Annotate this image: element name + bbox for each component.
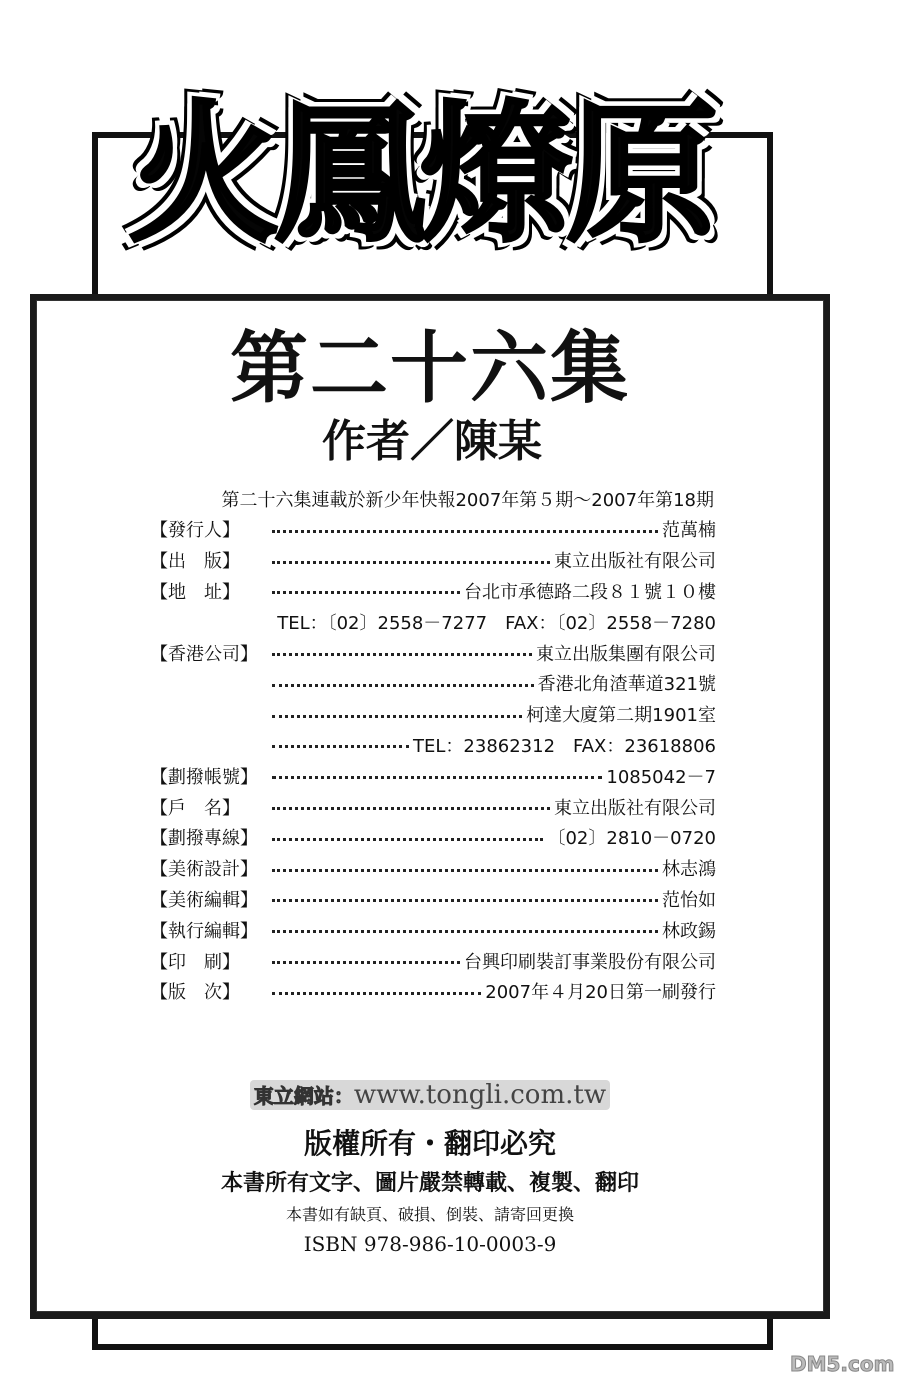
volume-number: 第二十六集 bbox=[229, 323, 630, 414]
credit-value: 東立出版集團有限公司 bbox=[536, 643, 716, 665]
credits-list bbox=[150, 514, 716, 1007]
credit-label: 【版 次】 bbox=[150, 982, 240, 1004]
credit-value: 東立出版社有限公司 bbox=[554, 551, 716, 573]
leader-dots bbox=[272, 992, 481, 995]
hongkong-line bbox=[150, 730, 716, 761]
credit-label: 【劃撥帳號】 bbox=[150, 766, 258, 788]
leader-dots bbox=[272, 930, 658, 933]
credit-value: 林志鴻 bbox=[662, 859, 716, 881]
address-contact: TEL：〔02〕2558－7277 FAX：〔02〕2558－7280 bbox=[277, 612, 716, 634]
hongkong-line bbox=[150, 699, 716, 730]
credit-label: 【地 址】 bbox=[150, 581, 240, 603]
website-label: 東立網站： bbox=[253, 1084, 354, 1108]
credit-row-publishing bbox=[150, 545, 716, 576]
author-line: 作者／陳某 bbox=[322, 416, 542, 467]
reproduction-notice: 本書所有文字、圖片嚴禁轉載、複製、翻印 bbox=[220, 1170, 639, 1196]
credit-row-publisher bbox=[150, 514, 716, 545]
title-banner bbox=[100, 50, 740, 300]
leader-dots bbox=[272, 715, 522, 718]
leader-dots bbox=[272, 899, 658, 902]
watermark-logo: DM5.com bbox=[790, 1352, 895, 1376]
credit-value: 范怡如 bbox=[662, 889, 716, 911]
credit-row-edition bbox=[150, 976, 716, 1007]
leader-dots bbox=[272, 745, 409, 748]
credit-value: 香港北角渣華道321號 bbox=[537, 674, 716, 696]
defect-notice: 本書如有缺頁、破損、倒裝、請寄回更換 bbox=[285, 1205, 574, 1224]
book-title: 火鳳燎原 bbox=[128, 86, 712, 263]
credit-row-hongkong bbox=[150, 637, 716, 668]
credit-label: 【印 刷】 bbox=[150, 951, 240, 973]
website-url[interactable]: www.tongli.com.tw bbox=[353, 1080, 607, 1110]
leader-dots bbox=[272, 838, 543, 841]
credit-label: 【美術編輯】 bbox=[150, 889, 258, 911]
credit-label: 【執行編輯】 bbox=[150, 920, 258, 942]
credit-row-giro-hotline bbox=[150, 822, 716, 853]
credit-row-giro-account bbox=[150, 760, 716, 791]
credit-label: 【發行人】 bbox=[150, 520, 240, 542]
credit-value: 台北市承德路二段８１號１０樓 bbox=[464, 581, 716, 603]
credit-label: 【劃撥專線】 bbox=[150, 828, 258, 850]
leader-dots bbox=[272, 961, 460, 964]
serialization-note: 第二十六集連載於新少年快報2007年第５期～2007年第18期 bbox=[221, 490, 714, 511]
credit-value: 〔02〕2810－0720 bbox=[547, 828, 716, 850]
credit-value: 2007年４月20日第一刷發行 bbox=[485, 982, 716, 1004]
credit-label: 【戶 名】 bbox=[150, 797, 240, 819]
leader-dots bbox=[272, 776, 602, 779]
credit-row-art-design bbox=[150, 853, 716, 884]
leader-dots bbox=[272, 807, 550, 810]
credit-row-art-editor bbox=[150, 884, 716, 915]
isbn-number: ISBN 978-986-10-0003-9 bbox=[303, 1232, 557, 1256]
credit-row-account-name bbox=[150, 791, 716, 822]
credit-value: 范萬楠 bbox=[662, 520, 716, 542]
credit-value: 林政錫 bbox=[662, 920, 716, 942]
leader-dots bbox=[272, 530, 658, 533]
credit-value: 東立出版社有限公司 bbox=[554, 797, 716, 819]
credit-value: TEL：23862312 FAX：23618806 bbox=[413, 735, 716, 757]
credit-label: 【香港公司】 bbox=[150, 643, 258, 665]
leader-dots bbox=[272, 684, 534, 687]
leader-dots bbox=[272, 869, 658, 872]
credit-row-address bbox=[150, 576, 716, 607]
leader-dots bbox=[272, 653, 532, 656]
leader-dots bbox=[272, 591, 460, 594]
leader-dots bbox=[272, 561, 550, 564]
credit-row-printing bbox=[150, 945, 716, 976]
copyright-notice: 版權所有・翻印必究 bbox=[303, 1127, 556, 1160]
credit-row-exec-editor bbox=[150, 914, 716, 945]
credit-value: 台興印刷裝訂事業股份有限公司 bbox=[464, 951, 716, 973]
credit-value: 柯達大廈第二期1901室 bbox=[526, 705, 716, 727]
credit-label: 【美術設計】 bbox=[150, 859, 258, 881]
credit-label: 【出 版】 bbox=[150, 551, 240, 573]
hongkong-line bbox=[150, 668, 716, 699]
website-banner bbox=[250, 1080, 610, 1110]
credit-value: 1085042－7 bbox=[606, 766, 716, 788]
